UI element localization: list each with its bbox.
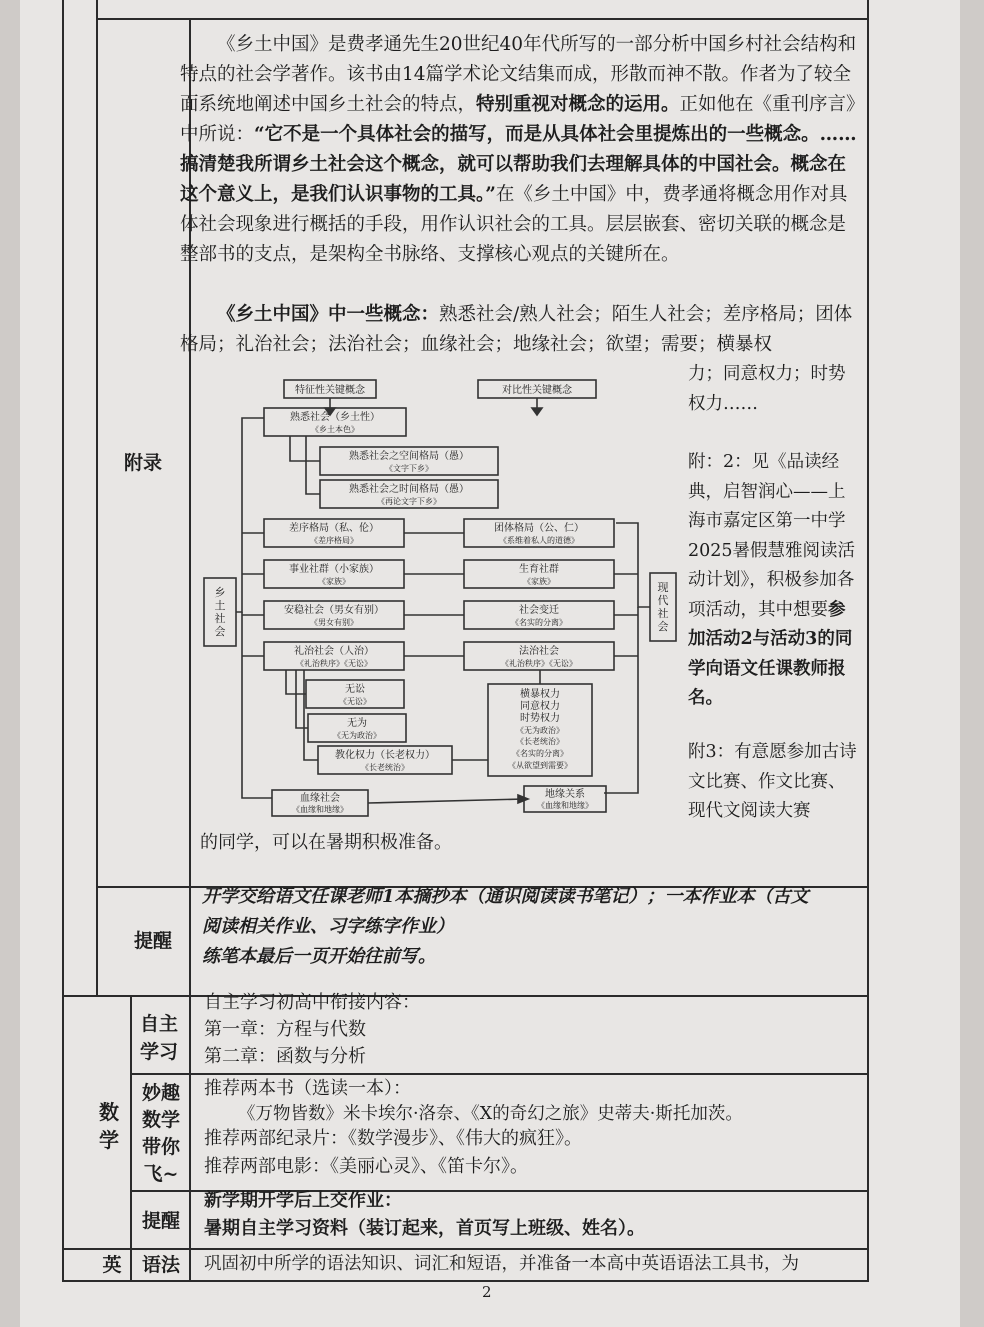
modern-vertical-char-3: 社: [657, 607, 669, 620]
label-anwen-sub: 《男女有别》: [310, 618, 358, 627]
math-fun-line-3: 推荐两部纪录片：《数学漫步》、《伟大的疯狂》。: [204, 1128, 582, 1149]
label-power-2: 同意权力: [520, 701, 560, 712]
label-shiye: 事业社群（小家族）: [289, 564, 379, 575]
appendix-note-3: 附3：有意愿参加古诗文比赛、作文比赛、现代文阅读大赛: [688, 742, 857, 821]
label-bianqian-sub: 《名实的分离》: [511, 618, 567, 627]
math-self-line-1: 自主学习初高中衔接内容：: [204, 992, 420, 1013]
label-diyuan-sub: 《血缘和地缘》: [537, 801, 593, 810]
label-wuwei-sub: 《无为政治》: [333, 731, 381, 740]
heading-right: 对比性关键概念: [502, 385, 572, 396]
label-space-sub: 《文字下乡》: [385, 464, 433, 473]
math-remind-line-1: 新学期开学后上交作业：: [204, 1190, 402, 1211]
english-subject-label: 英: [102, 1254, 122, 1276]
english-grammar-text: 巩固初中所学的语法知识、词汇和短语，并准备一本高中英语语法工具书，为: [204, 1254, 799, 1274]
concept-diagram: [200, 378, 680, 823]
label-tuanti-sub: 《系维着私人的道德》: [499, 536, 579, 545]
label-fazhi-sub: 《礼治秩序》《无讼》: [501, 659, 577, 668]
table-border-left: [62, 0, 64, 1280]
reminder-line-2: 阅读相关作业、习字练字作业）: [202, 916, 454, 937]
appendix-note-3-end: 的同学，可以在暑期积极准备。: [200, 832, 452, 853]
reminder-line-1: 开学交给语文任课老师1本摘抄本（通识阅读读书笔记）；一本作业本（古文: [202, 886, 809, 907]
label-rural-vertical: [215, 585, 226, 638]
table-border-right: [867, 0, 869, 1280]
label-fazhi: 法治社会: [519, 646, 559, 657]
top-row-line: [96, 18, 869, 20]
label-power-7: 《从欲望到需要》: [508, 761, 572, 770]
rural-vertical-char-4: 会: [214, 625, 226, 638]
math-fun-line-1: 推荐两本书（选读一本）：: [204, 1078, 411, 1099]
label-shengyu: 生育社群: [519, 564, 559, 575]
label-wusong: 无讼: [345, 684, 365, 695]
label-jiaohua-sub: 《长老统治》: [361, 763, 409, 772]
appendix-note-2: 附：2：见《品读经典，启智润心——上海市嘉定区第一中学2025暑假慧雅阅读活动计划》，积极参加各项活动，其中想要参加活动2与活动3的同学向语文任课教师报名。: [688, 452, 856, 708]
table-col-line-1: [96, 0, 98, 995]
label-modern-vertical: [658, 581, 669, 633]
table-border-bottom: [62, 1280, 869, 1282]
math-col-line: [130, 995, 132, 1280]
label-time-sub: 《再论文字下乡》: [377, 497, 441, 506]
reminder-label: 提醒: [133, 930, 172, 952]
label-shiye-sub: 《家族》: [318, 577, 350, 586]
math-fun-line-2: 《万物皆数》米卡埃尔·洛奈、《X的奇幻之旅》史蒂夫·斯托加茨。: [238, 1104, 743, 1124]
label-wusong-sub: 《无讼》: [339, 697, 371, 706]
label-chaxu-sub: 《差序格局》: [310, 536, 358, 545]
label-xueyuan-sub: 《血缘和地缘》: [292, 805, 348, 814]
label-diyuan: 地缘关系: [545, 789, 585, 800]
math-self-line-2: 第一章：方程与代数: [204, 1019, 366, 1040]
concept-list-paragraph: 《乡土中国》中一些概念：熟悉社会/熟人社会；陌生人社会；差序格局；团体格局；礼治社会；法治社会；血缘社会；地缘社会；欲望；需要；横暴权: [180, 304, 853, 355]
modern-vertical-char-2: 代: [657, 594, 669, 607]
label-power-5: 《长老统治》: [516, 737, 564, 746]
appendix-label: 附录: [123, 452, 162, 474]
math-fun-line-4: 推荐两部电影：《美丽心灵》、《笛卡尔》。: [204, 1156, 528, 1177]
modern-vertical-char-1: 现: [657, 581, 669, 594]
heading-left: 特征性关键概念: [295, 385, 365, 396]
label-wuwei: 无为: [347, 718, 367, 729]
math-remind-line-2: 暑期自主学习资料（装订起来，首页写上班级、姓名）。: [204, 1218, 645, 1239]
label-power-4: 《无为政治》: [516, 726, 564, 735]
label-lizhi: 礼治社会（人治）: [294, 646, 374, 657]
rural-vertical-char-3: 社: [214, 612, 226, 625]
math-subject-label: 数学: [99, 1100, 119, 1152]
rural-vertical-char-2: 土: [214, 599, 226, 612]
reminder-line-3: 练笔本最后一页开始往前写。: [202, 946, 436, 967]
label-power-6: 《名实的分离》: [512, 749, 568, 758]
label-space: 熟悉社会之空间格局（愚）: [349, 451, 469, 462]
rural-vertical-char-1: 乡: [214, 586, 226, 599]
label-xueyuan: 血缘社会: [300, 793, 340, 804]
label-tuanti: 团体格局（公、仁）: [494, 523, 584, 534]
math-self-line-3: 第二章：函数与分析: [204, 1046, 366, 1067]
label-anwen: 安稳社会（男女有别）: [284, 605, 384, 616]
modern-vertical-char-4: 会: [657, 620, 669, 633]
math-remind-label: 提醒: [141, 1210, 180, 1232]
label-time: 熟悉社会之时间格局（愚）: [349, 484, 469, 495]
label-shengyu-sub: 《家族》: [523, 577, 555, 586]
math-self-label: 自主学习: [139, 1013, 178, 1063]
page-number: 2: [482, 1283, 492, 1301]
english-grammar-label: 语法: [141, 1254, 180, 1276]
label-lizhi-sub: 《礼治秩序》《无讼》: [296, 659, 372, 668]
math-fun-label: 妙趣数学带你飞~: [141, 1082, 180, 1185]
label-familiar-sub: 《乡土本色》: [311, 425, 359, 434]
appendix-paragraph: 《乡土中国》是费孝通先生20世纪40年代所写的一部分析中国乡村社会结构和特点的社会学著作。该书由14篇学术论文结集而成，形散而神不散。作者为了较全面系统地阐述中国乡土社会的特点，特别重视对概念的运用。正如他在《重刊序言》中所说：“它不是一个具体社会的描写，而是从具体社会里提炼出的一些概念。……搞清楚我所谓乡土社会这个概念，就可以帮助我们去理解具体的中国社会。概念在这个意义上，是我们认识事物的工具。”在《乡土中国》中，费孝通将概念用作对具体社会现象进行概括的手段，用作认识社会的工具。层层嵌套、密切关联的概念是整部书的支点，是架构全书脉络、支撑核心观点的关键所在。: [180, 34, 857, 265]
label-power-1: 横暴权力: [520, 689, 560, 700]
concept-list-continued: 力；同意权力；时势权力……: [688, 364, 846, 414]
label-chaxu: 差序格局（私、伦）: [289, 523, 379, 534]
label-jiaohua: 教化权力（长老权力）: [335, 750, 435, 761]
label-familiar: 熟悉社会（乡土性）: [290, 412, 380, 423]
label-power-3: 时势权力: [520, 713, 560, 724]
label-bianqian: 社会变迁: [519, 605, 559, 616]
